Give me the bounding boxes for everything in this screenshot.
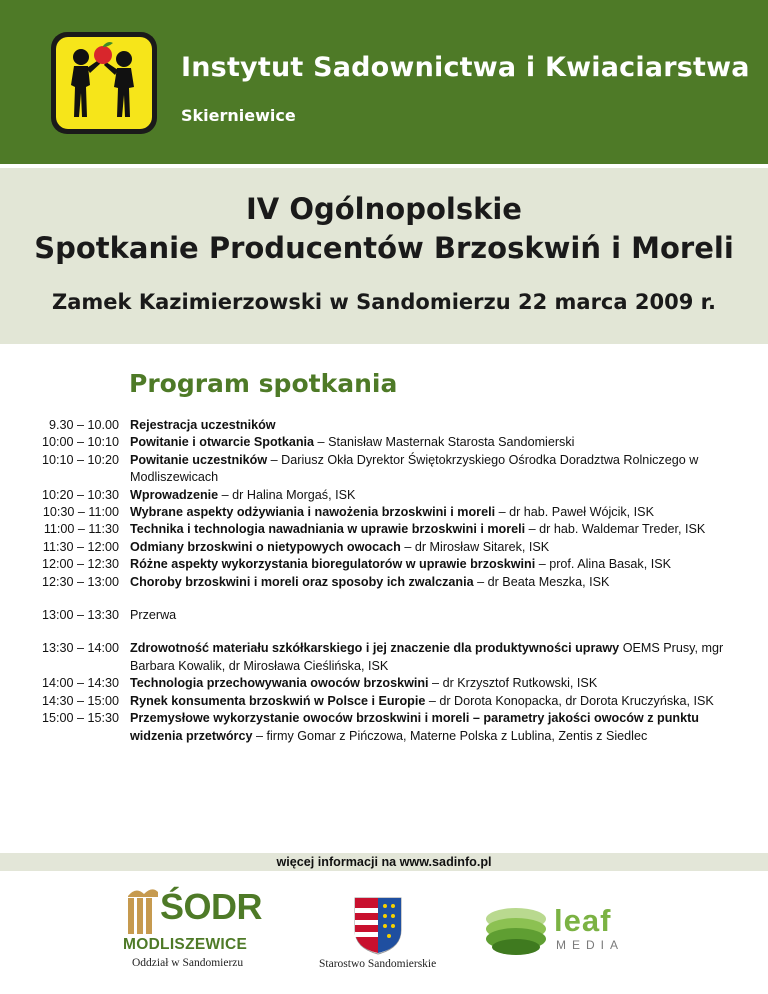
program-description bbox=[130, 417, 750, 434]
event-title-line1: IV Ogólnopolskie bbox=[246, 192, 522, 226]
program-speaker: – dr Beata Meszka, ISK bbox=[473, 574, 610, 589]
program-row bbox=[0, 693, 768, 710]
program-topic: Powitanie uczestników bbox=[130, 452, 268, 467]
program-time: 13:00 – 13:30 bbox=[41, 608, 119, 623]
sodr-subtitle: MODLISZEWICE bbox=[123, 936, 248, 953]
program-row bbox=[0, 607, 768, 624]
program-time: 10:20 – 10:30 bbox=[41, 487, 119, 502]
coat-of-arms-icon bbox=[313, 896, 443, 956]
program-row bbox=[0, 574, 768, 591]
program-description bbox=[130, 539, 750, 556]
program-time: 10:10 – 10:20 bbox=[41, 452, 119, 467]
program-topic: Choroby brzoskwini i moreli oraz sposoby ich zwalczania bbox=[130, 574, 474, 589]
program-topic: Różne aspekty wykorzystania bioregulatorów w uprawie brzoskwini bbox=[130, 557, 536, 572]
program-topic: Technologia przechowywania owoców brzoskwini bbox=[130, 676, 429, 691]
program-topic: Rejestracja uczestników bbox=[130, 418, 276, 432]
program-row bbox=[0, 556, 768, 573]
program-group-gap bbox=[0, 591, 768, 607]
program-description bbox=[130, 710, 750, 745]
program-description bbox=[130, 693, 750, 710]
program-description bbox=[130, 487, 750, 504]
program-speaker: – dr hab. Waldemar Treder, ISK bbox=[525, 522, 706, 537]
sodr-logo bbox=[118, 884, 263, 974]
program-row bbox=[0, 640, 768, 675]
program-group-gap bbox=[0, 624, 768, 640]
event-title-line2: Spotkanie Producentów Brzoskwiń i Moreli bbox=[34, 231, 734, 265]
program-time: 10:00 – 10:10 bbox=[41, 435, 119, 450]
program-speaker: – Stanisław Masternak Starosta Sandomierski bbox=[314, 435, 575, 450]
leaf-media-text: MEDIA bbox=[556, 938, 625, 952]
program-topic: Wybrane aspekty odżywiania i nawożenia brzoskwini i moreli bbox=[130, 505, 496, 520]
program-topic: Przemysłowe wykorzystanie owoców brzoskwini i moreli – parametry jakości owoców z punktu widzenia przetwórcy bbox=[130, 711, 699, 743]
org-name: Instytut Sadownictwa i Kwiaciarstwa bbox=[181, 52, 750, 83]
program-row bbox=[0, 487, 768, 504]
program-time: 12:30 – 13:00 bbox=[41, 574, 119, 589]
program-row bbox=[0, 710, 768, 745]
program-time: 15:00 – 15:30 bbox=[41, 711, 119, 726]
program-description bbox=[130, 504, 750, 521]
program-speaker: – dr Krzysztof Rutkowski, ISK bbox=[428, 676, 598, 691]
adam-eve-apple-logo-icon bbox=[51, 32, 157, 134]
program-description bbox=[130, 640, 750, 675]
leaf-media-logo bbox=[484, 901, 644, 961]
program-time: 14:00 – 14:30 bbox=[41, 676, 119, 691]
program-time: 12:00 – 12:30 bbox=[41, 557, 119, 572]
program-heading: Program spotkania bbox=[129, 369, 398, 398]
program-row bbox=[0, 417, 768, 434]
program-row bbox=[0, 521, 768, 538]
program-description bbox=[130, 434, 750, 451]
wheat-mark-icon bbox=[126, 886, 160, 936]
program-description bbox=[130, 452, 750, 487]
program-topic: Rynek konsumenta brzoskwiń w Polsce i Europie bbox=[130, 693, 426, 708]
program-time: 14:30 – 15:00 bbox=[41, 693, 119, 708]
program-speaker: – firmy Gomar z Pińczowa, Materne Polska z Lublina, Zentis z Siedlec bbox=[252, 728, 648, 743]
sodr-name: ŚODR bbox=[160, 886, 263, 927]
program-description bbox=[130, 574, 750, 591]
program-description bbox=[130, 556, 750, 573]
program-topic: Zdrowotność materiału szkółkarskiego i jej znaczenie dla produktywności uprawy bbox=[130, 641, 620, 656]
program-time: 10:30 – 11:00 bbox=[42, 505, 119, 520]
leaf-stack-icon bbox=[484, 901, 550, 961]
starostwo-logo bbox=[313, 896, 443, 976]
program-topic: Wprowadzenie bbox=[130, 487, 219, 502]
starostwo-label: Starostwo Sandomierskie bbox=[319, 958, 437, 970]
program-description bbox=[130, 675, 750, 692]
program-speaker: – dr Halina Morgaś, ISK bbox=[218, 487, 356, 502]
program-speaker: – dr hab. Paweł Wójcik, ISK bbox=[495, 505, 654, 520]
program-row bbox=[0, 539, 768, 556]
header-banner bbox=[0, 0, 768, 164]
program-topic: Odmiany brzoskwini o nietypowych owocach bbox=[130, 539, 401, 554]
leaf-wordmark: leaf bbox=[554, 903, 612, 938]
sodr-branch: Oddział w Sandomierzu bbox=[132, 957, 244, 969]
program-speaker: Przerwa bbox=[130, 608, 177, 623]
program-speaker: – dr Dorota Konopacka, dr Dorota Kruczyńska, ISK bbox=[425, 693, 714, 708]
program-speaker: – prof. Alina Basak, ISK bbox=[535, 557, 672, 572]
program-list bbox=[0, 417, 768, 745]
program-description bbox=[130, 607, 750, 624]
program-time: 13:30 – 14:00 bbox=[41, 641, 119, 656]
program-row bbox=[0, 452, 768, 487]
event-venue: Zamek Kazimierzowski w Sandomierzu 22 marca 2009 r. bbox=[52, 290, 716, 314]
program-row bbox=[0, 675, 768, 692]
program-description bbox=[130, 521, 750, 538]
program-speaker: – dr Mirosław Sitarek, ISK bbox=[400, 539, 550, 554]
more-info-bar: więcej informacji na www.sadinfo.pl bbox=[0, 853, 768, 871]
program-time: 11:00 – 11:30 bbox=[43, 522, 119, 537]
title-band bbox=[0, 168, 768, 344]
program-row bbox=[0, 504, 768, 521]
program-time: 11:30 – 12:00 bbox=[42, 539, 119, 554]
program-time: 9.30 – 10.00 bbox=[48, 418, 119, 432]
program-speaker: – Dariusz Okła Dyrektor Świętokrzyskiego Ośrodka Doradztwa Rolniczego w Modliszewicach bbox=[130, 452, 699, 485]
program-speaker: OEMS Prusy, mgr Barbara Kowalik, dr Mirosława Cieślińska, ISK bbox=[130, 641, 724, 673]
program-row bbox=[0, 434, 768, 451]
program-topic: Powitanie i otwarcie Spotkania bbox=[130, 435, 315, 450]
org-city: Skierniewice bbox=[181, 106, 296, 125]
program-topic: Technika i technologia nawadniania w uprawie brzoskwini i moreli bbox=[130, 522, 526, 537]
